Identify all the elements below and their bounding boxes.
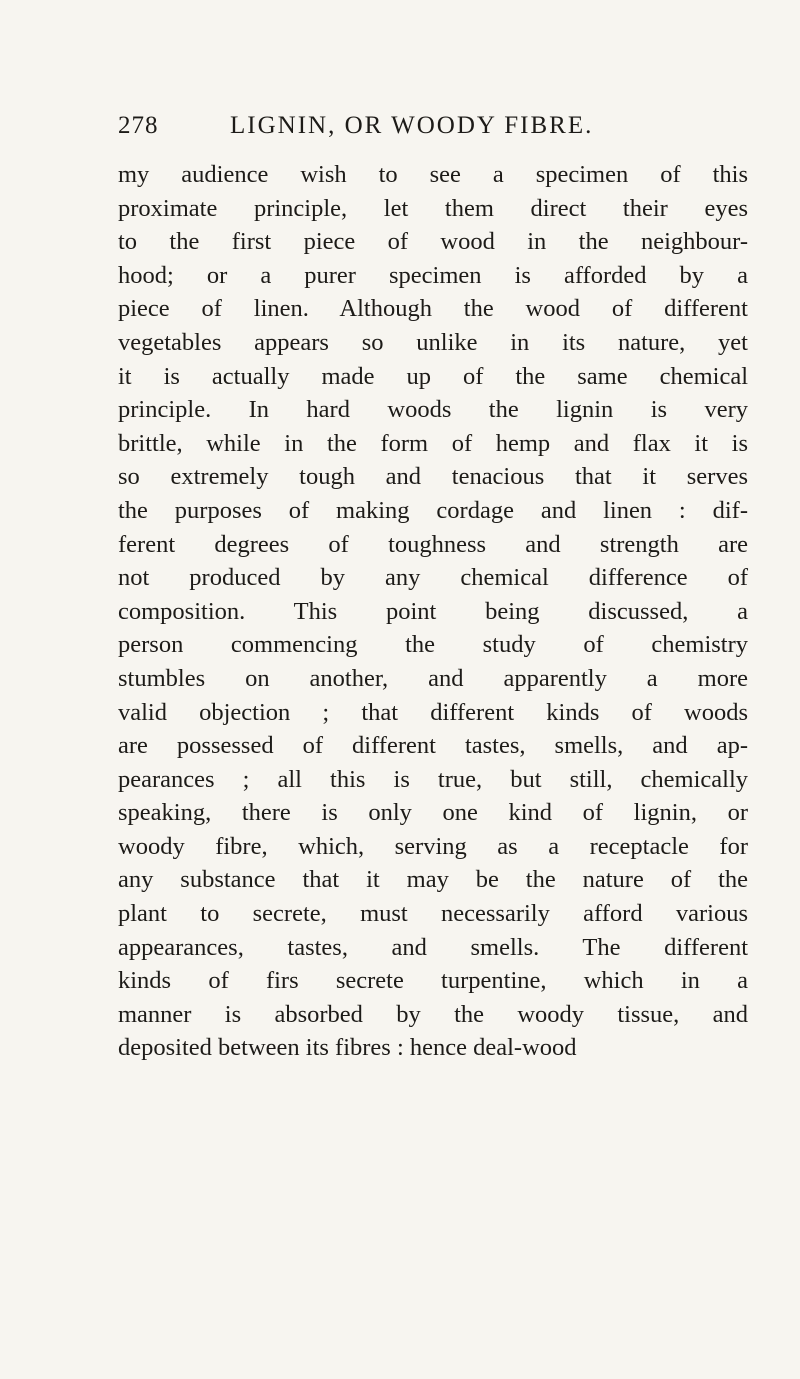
- text-line: it is actually made up of the same chemical: [118, 362, 748, 390]
- text-line: manner is absorbed by the woody tissue, and: [118, 1000, 748, 1028]
- text-line: so extremely tough and tenacious that it serves: [118, 463, 748, 491]
- text-line: my audience wish to see a specimen of this: [118, 161, 748, 188]
- text-line: brittle, while in the form of hemp and flax it is: [118, 429, 748, 457]
- text-line: speaking, there is only one kind of lignin, or: [118, 799, 748, 827]
- text-line: appearances, tastes, and smells. The different: [118, 933, 748, 961]
- text-line: not produced by any chemical difference of: [118, 564, 748, 592]
- text-line: piece of linen. Although the wood of different: [118, 295, 748, 323]
- text-line: stumbles on another, and apparently a more: [118, 664, 748, 692]
- text-line: any substance that it may be the nature of the: [118, 866, 748, 894]
- text-line: are possessed of different tastes, smells, and ap-: [118, 732, 748, 760]
- text-line: proximate principle, let them direct their eyes: [118, 194, 748, 222]
- chapter-title: LIGNIN, OR WOODY FIBRE.: [230, 112, 594, 139]
- text-line: principle. In hard woods the lignin is very: [118, 396, 748, 424]
- body-text: [118, 158, 748, 1065]
- running-head: [118, 112, 738, 148]
- text-line: hood; or a purer specimen is afforded by a: [118, 261, 748, 289]
- text-line: the purposes of making cordage and linen : dif-: [118, 496, 748, 524]
- text-line: plant to secrete, must necessarily afford various: [118, 900, 748, 928]
- text-line: to the first piece of wood in the neighbour-: [118, 228, 748, 256]
- text-line: deposited between its fibres : hence deal-wood: [118, 1034, 577, 1062]
- text-line: ferent degrees of toughness and strength are: [118, 530, 748, 558]
- page-number: 278: [118, 112, 159, 139]
- text-line: pearances ; all this is true, but still, chemically: [118, 765, 748, 793]
- text-line: composition. This point being discussed, a: [118, 597, 748, 625]
- text-line: woody fibre, which, serving as a receptacle for: [118, 832, 748, 860]
- text-line: person commencing the study of chemistry: [118, 631, 748, 659]
- text-line: kinds of firs secrete turpentine, which in a: [118, 967, 748, 995]
- text-line: valid objection ; that different kinds of woods: [118, 698, 748, 726]
- text-line: vegetables appears so unlike in its nature, yet: [118, 328, 748, 356]
